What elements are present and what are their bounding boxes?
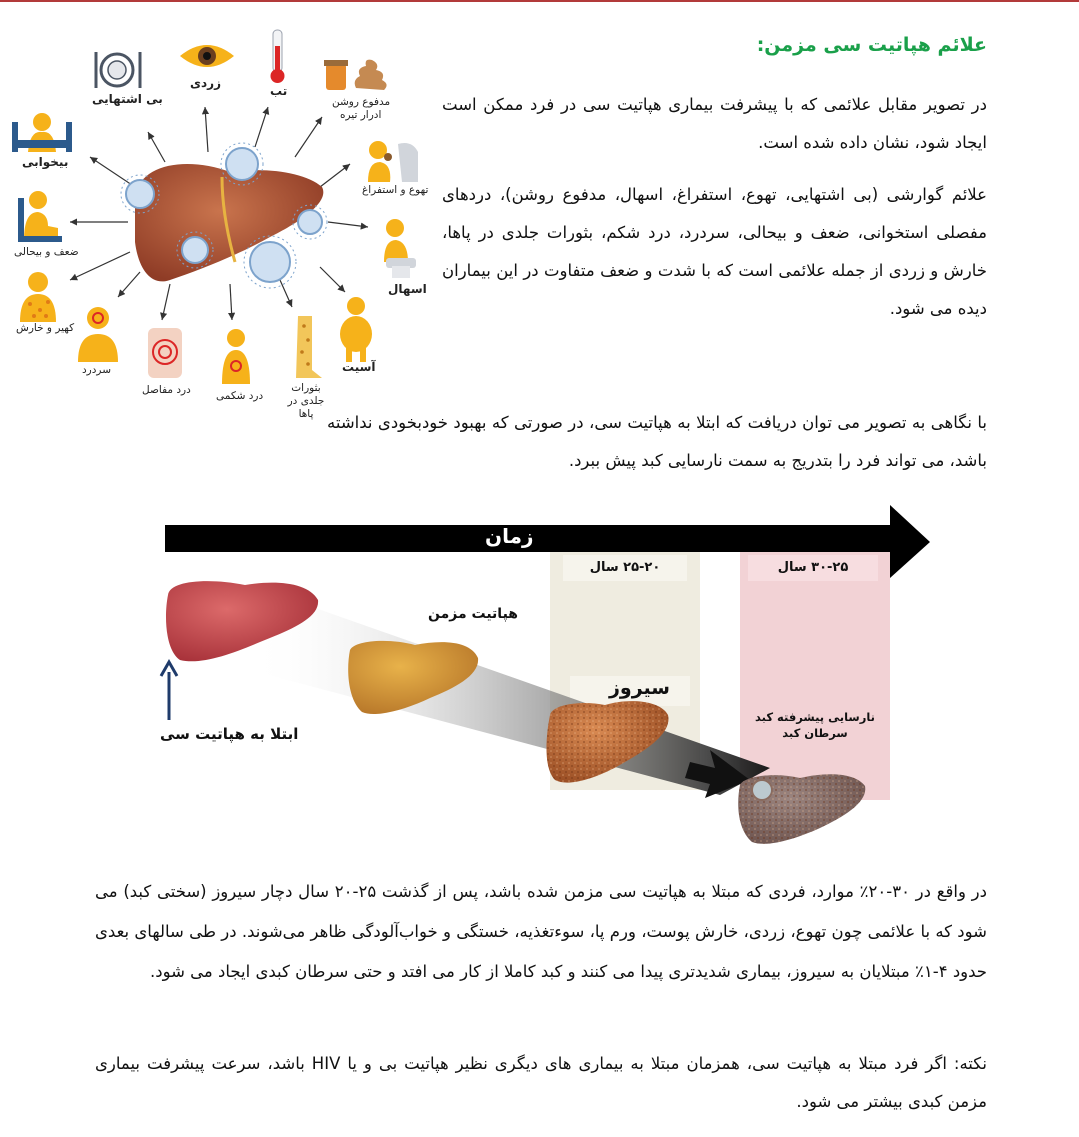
- ascites-icon: [340, 297, 372, 362]
- paragraph-progression: با نگاهی به تصویر می توان دریافت که ابتلا به هپاتیت سی، در صورتی که بهبود خودبخودی نداشته باشد، می تواند فرد را بتدریج به سمت نارسایی کبد پیش ببرد.: [327, 413, 987, 470]
- thermometer-icon: [271, 30, 285, 83]
- label-jaundice: زردی: [190, 76, 221, 90]
- label-insomnia: بیخوابی: [22, 155, 69, 169]
- insomnia-icon: [12, 113, 72, 152]
- infection-label: ابتلا به هپاتیت سی: [160, 725, 299, 743]
- label-diarrhea: اسهال: [388, 282, 427, 296]
- label-fever: تب: [270, 84, 288, 98]
- liver-cancer-label: سرطان کبد: [782, 726, 848, 740]
- chronic-hepatitis-label: هپاتیت مزمن: [428, 606, 518, 622]
- plate-icon: [96, 52, 140, 88]
- label-urine: ادرار تیره: [340, 109, 382, 121]
- leg-rash-icon: [296, 316, 322, 378]
- label-weakness: ضعف و بیحالی: [14, 246, 79, 258]
- tumor-icon: [752, 780, 772, 800]
- label-headache: سردرد: [82, 364, 112, 376]
- headache-icon: [78, 307, 118, 362]
- label-appetite: بی اشتهایی: [92, 92, 163, 106]
- eye-icon: [180, 45, 234, 67]
- period2-band: [740, 550, 890, 800]
- paragraph-symptoms: علائم گوارشی (بی اشتهایی، تهوع، استفراغ، اسهال، مدفوع روشن)، دردهای مفصلی استخوانی، ضعف و بیحالی، سردرد، درد شکم، بثورات جلدی در پاها، خارش و زردی از جمله علائمی است که با شدت و ضعف متفاوت در این بیماران دیده می شود.: [442, 185, 987, 318]
- top-border: [0, 0, 1079, 2]
- section-title: علائم هپاتیت سی مزمن:: [756, 34, 987, 56]
- weakness-icon: [18, 191, 62, 242]
- label-ascites: آسیت: [342, 360, 376, 374]
- label-itch: کهیر و خارش: [16, 322, 75, 334]
- label-nausea: تهوع و استفراغ: [362, 184, 429, 196]
- liver-icon: [135, 164, 323, 281]
- label-stool: مدفوع روشن: [332, 96, 391, 108]
- paragraph-cirrhosis: در واقع در ۳۰-۲۰٪ موارد، فردی که مبتلا به هپاتیت سی مزمن شده باشد، پس از گذشت ۲۵-۲۰ سال دچار سیروز (سختی کبد) می شود که با علائمی چون تهوع، زردی، خارش پوست، ورم پا، سوءتغذیه، خستگی و خواب‌آلودگی ظاهر می‌شوند. در طی سالهای بعدی حدود ۴-۱٪ مبتلایان به سیروز، بیماری شدیدتری پیدا می کنند و کبد کاملا از کار می افتد و حتی سرطان کبدی ایجاد می شود.: [95, 882, 987, 981]
- toilet-icon: [384, 219, 416, 278]
- time-label: زمان: [485, 524, 534, 548]
- paragraph-intro: در تصویر مقابل علائمی که با پیشرفت بیماری هپاتیت سی در فرد ممکن است ایجاد شود، نشان داده شده است.: [442, 95, 987, 152]
- timeline-graphic: [150, 500, 940, 860]
- progression-timeline: [150, 500, 940, 860]
- label-rash: بثورات جلدی در پاها: [287, 382, 325, 420]
- rash-body-icon: [20, 272, 56, 322]
- abdominal-pain-icon: [222, 329, 250, 384]
- nausea-icon: [368, 141, 418, 182]
- paragraph-note: نکته: اگر فرد مبتلا به هپاتیت سی، همزمان مبتلا به بیماری های دیگری نظیر هپاتیت بی و یا HIV باشد، سرعت پیشرفت بیماری مزمن کبدی بیشتر می شود.: [95, 1054, 987, 1111]
- period1-label: ۲۵-۲۰ سال: [589, 560, 661, 575]
- stool-urine-icon: [324, 60, 387, 90]
- infection-arrow: [161, 662, 177, 720]
- period2-label: ۳۰-۲۵ سال: [777, 560, 849, 575]
- label-joint: درد مفاصل: [142, 384, 191, 396]
- symptoms-figure: [0, 22, 435, 420]
- liver-failure-label: نارسایی پیشرفته کبد: [755, 710, 875, 724]
- cirrhosis-label: سیروز: [608, 677, 670, 699]
- joint-pain-icon: [148, 328, 182, 378]
- label-abdominal: درد شکمی: [216, 390, 264, 402]
